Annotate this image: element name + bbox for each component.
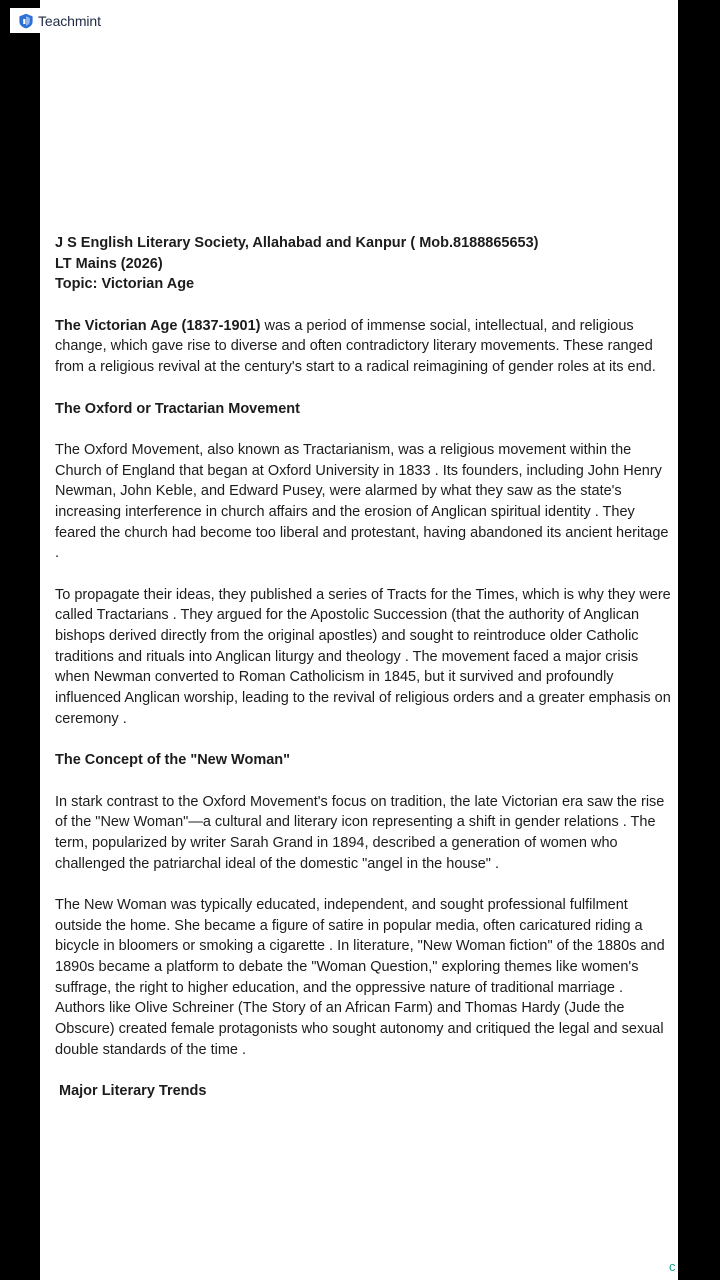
paragraph-line: double standards of the time . <box>55 1041 247 1058</box>
spacer <box>55 771 678 792</box>
spacer <box>55 874 678 895</box>
intro-bold-lead: The Victorian Age (1837-1901) <box>55 317 261 334</box>
paragraph-line: outside the home. She became a figure of satire in popular media, often caricatured riding a <box>55 917 643 934</box>
paragraph-line: 1890s became a platform to debate the "Woman Question," exploring themes like women's <box>55 959 639 976</box>
intro-line-rest: was a period of immense social, intellectual, and religious <box>260 317 634 334</box>
section-heading-oxford: The Oxford or Tractarian Movement <box>55 400 300 417</box>
header-line: J S English Literary Society, Allahabad and Kanpur ( Mob.8188865653) <box>55 235 539 251</box>
paragraph-line: Newman, John Keble, and Edward Pusey, were alarmed by what they saw as the state's <box>55 483 622 500</box>
brand-watermark <box>10 8 114 33</box>
paragraph-line: feared the church had become too liberal and protestant, having abandoned its ancient heritage <box>55 524 669 541</box>
paragraph-line: term, popularized by writer Sarah Grand in 1894, described a generation of women who <box>55 834 618 851</box>
intro-line <box>55 316 678 337</box>
paragraph-line: To propagate their ideas, they published a series of Tracts for the Times, which is why they were <box>55 586 671 603</box>
right-letterbox <box>678 0 720 1280</box>
header-line: LT Mains (2026) <box>55 255 163 272</box>
paragraph-line: Obscure) created female protagonists who sought autonomy and critiqued the legal and sexual <box>55 1021 664 1038</box>
spacer <box>55 730 678 751</box>
paragraph-line: suffrage, the right to higher education, and the oppressive nature of traditional marriage . <box>55 979 623 996</box>
paragraph-line: increasing interference in church affairs and the erosion of Anglican spiritual identity . They <box>55 503 635 520</box>
section-heading-trends: Major Literary Trends <box>59 1083 207 1100</box>
paragraph-line: Church of England that began at Oxford University in 1833 . Its founders, including John Henry <box>55 462 662 479</box>
paragraph-line: bishops derived directly from the original apostles) and sought to reintroduce older Catholic <box>55 628 639 645</box>
brand-name: Teachmint <box>38 12 101 29</box>
paragraph-line: of the "New Woman"—a cultural and literary icon representing a shift in gender relations . The <box>55 814 656 831</box>
paragraph-line: challenged the patriarchal ideal of the domestic "angel in the house" . <box>55 855 499 872</box>
paragraph-line: . <box>55 545 60 562</box>
paragraph-line: influenced Anglican worship, leading to the revival of religious orders and a greater emphasis on <box>55 690 671 707</box>
document-body <box>55 233 678 1102</box>
spacer <box>55 564 678 585</box>
teachmint-shield-icon <box>18 13 34 29</box>
paragraph-line: ceremony . <box>55 710 127 727</box>
section-heading-new-woman: The Concept of the "New Woman" <box>55 752 291 769</box>
spacer <box>55 295 678 316</box>
spacer <box>55 419 678 440</box>
paragraph-line: Authors like Olive Schreiner (The Story of an African Farm) and Thomas Hardy (Jude the <box>55 1000 625 1017</box>
paragraph-line: bicycle in bloomers or smoking a cigarette . In literature, "New Woman fiction" of the 1880s and <box>55 938 665 955</box>
left-letterbox <box>0 0 40 1280</box>
header-line: Topic: Victorian Age <box>55 276 195 293</box>
spacer <box>55 1061 678 1082</box>
paragraph-line: In stark contrast to the Oxford Movement's focus on tradition, the late Victorian era saw the rise <box>55 793 665 810</box>
document-page[interactable] <box>40 0 678 1280</box>
paragraph-line: when Newman converted to Roman Catholicism in 1845, but it survived and profoundly <box>55 669 614 686</box>
corner-mark: c <box>669 1259 676 1274</box>
paragraph-line: called Tractarians . They argued for the Apostolic Succession (that the authority of Anglican <box>55 607 640 624</box>
spacer <box>55 378 678 399</box>
intro-line: change, which gave rise to diverse and often contradictory literary movements. These ranged <box>55 338 653 355</box>
intro-line: from a religious revival at the century's start to a radical reimagining of gender roles at its end. <box>55 359 656 376</box>
paragraph-line: traditions and rituals into Anglican liturgy and theology . The movement faced a major crisis <box>55 648 639 665</box>
paragraph-line: The New Woman was typically educated, independent, and sought professional fulfilment <box>55 897 628 913</box>
paragraph-line: The Oxford Movement, also known as Tractarianism, was a religious movement within the <box>55 441 632 458</box>
